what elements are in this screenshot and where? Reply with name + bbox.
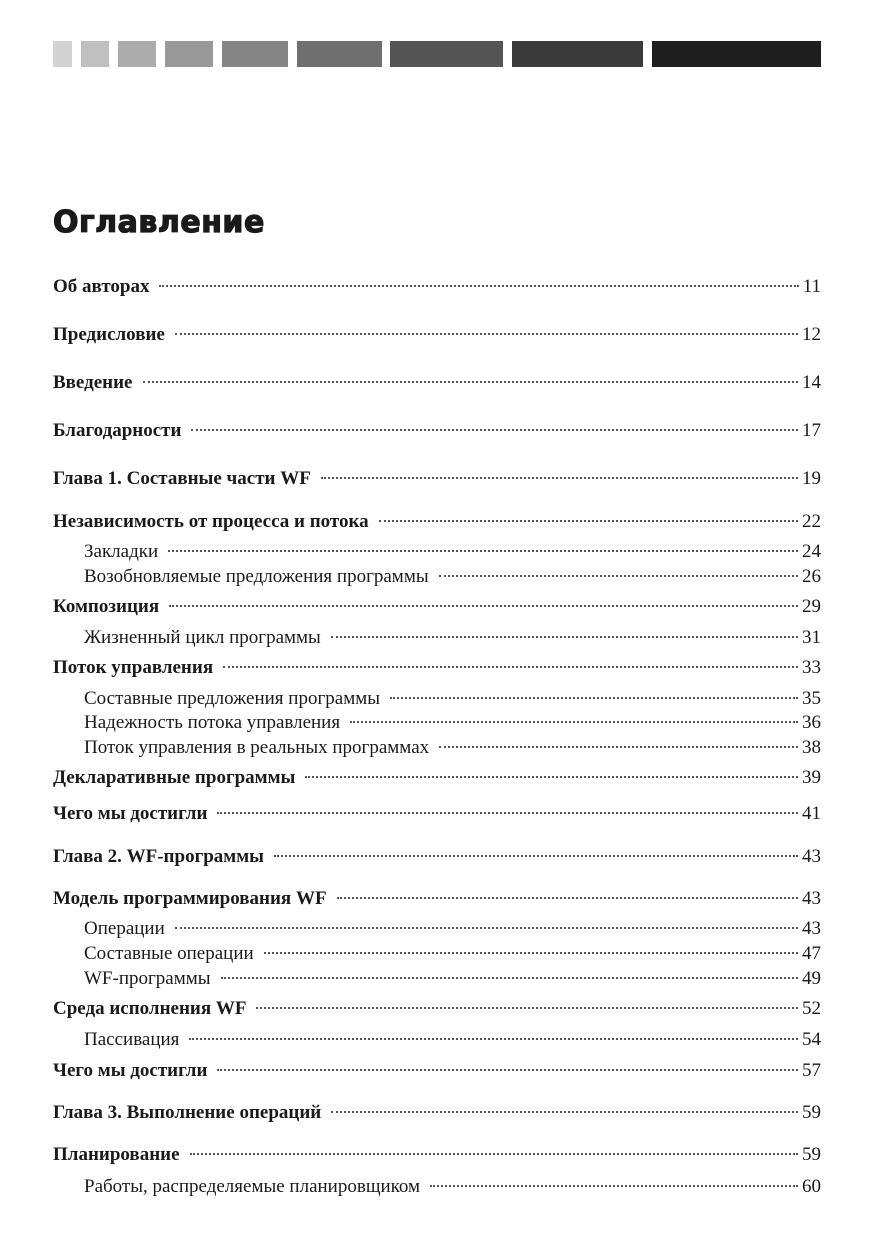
toc-entry[interactable]	[53, 595, 821, 619]
toc-subentry[interactable]	[84, 565, 821, 589]
toc-entry-label: Декларативные программы	[53, 767, 296, 788]
toc-entry-label: Пассивация	[84, 1029, 180, 1050]
toc-subentry[interactable]	[84, 626, 821, 650]
toc-entry-label: Операции	[84, 918, 165, 939]
toc-entry-page: 24	[802, 541, 821, 562]
toc-entry[interactable]	[53, 323, 821, 347]
toc-entry-page: 11	[802, 276, 821, 297]
toc-entry-label: Глава 2. WF-программы	[53, 846, 264, 867]
toc-leader-dots	[337, 897, 798, 899]
toc-leader-dots	[223, 666, 798, 668]
toc-entry[interactable]	[53, 887, 821, 911]
toc-leader-dots	[217, 812, 798, 814]
toc-entry[interactable]	[53, 371, 821, 395]
toc-entry-page: 57	[802, 1060, 821, 1081]
toc-entry-label: Модель программирования WF	[53, 888, 327, 909]
toc-entry-label: Поток управления	[53, 657, 214, 678]
toc-leader-dots	[175, 333, 798, 335]
toc-leader-dots	[175, 927, 798, 929]
page-title: Оглавление	[53, 205, 265, 240]
toc-entry-label: Чего мы достигли	[53, 1060, 208, 1081]
toc-entry-label: Составные операции	[84, 943, 254, 964]
toc-entry-label: Композиция	[53, 596, 160, 617]
toc-entry-page: 54	[802, 1029, 821, 1050]
toc-subentry[interactable]	[84, 1175, 821, 1199]
toc-entry-label: Планирование	[53, 1144, 180, 1165]
toc-subentry[interactable]	[84, 942, 821, 966]
toc-entry-page: 26	[802, 566, 821, 587]
toc-leader-dots	[191, 429, 798, 431]
toc-leader-dots	[331, 1111, 798, 1113]
toc-leader-dots	[159, 285, 798, 287]
toc-entry-label: Жизненный цикл программы	[84, 627, 321, 648]
toc-leader-dots	[390, 697, 798, 699]
toc-entry-page: 43	[802, 918, 821, 939]
toc-entry[interactable]	[53, 275, 821, 299]
toc-entry-page: 52	[802, 998, 821, 1019]
toc-entry[interactable]	[53, 766, 821, 790]
toc-entry-page: 60	[802, 1176, 821, 1197]
toc-entry[interactable]	[53, 467, 821, 491]
toc-entry-page: 39	[802, 767, 821, 788]
toc-entry-page: 38	[802, 737, 821, 758]
toc-leader-dots	[439, 746, 798, 748]
toc-entry-label: Предисловие	[53, 324, 165, 345]
toc-entry-label: Глава 1. Составные части WF	[53, 468, 311, 489]
toc-entry-label: Глава 3. Выполнение операций	[53, 1102, 322, 1123]
toc-entry-page: 35	[802, 688, 821, 709]
toc-entry-label: Закладки	[84, 541, 159, 562]
toc-entry-page: 49	[802, 968, 821, 989]
toc-leader-dots	[168, 550, 798, 552]
toc-entry-label: Чего мы достигли	[53, 803, 208, 824]
toc-leader-dots	[331, 636, 798, 638]
toc-entry-page: 31	[802, 627, 821, 648]
toc-leader-dots	[305, 776, 798, 778]
toc-entry-page: 33	[802, 657, 821, 678]
toc-entry-page: 22	[802, 511, 821, 532]
toc-leader-dots	[274, 855, 798, 857]
toc-leader-dots	[439, 575, 798, 577]
toc-subentry[interactable]	[84, 917, 821, 941]
toc-entry-page: 43	[802, 846, 821, 867]
toc-entry-label: Составные предложения программы	[84, 688, 381, 709]
toc-entry-label: Поток управления в реальных программах	[84, 737, 430, 758]
toc-entry-page: 36	[802, 712, 821, 733]
toc-entry-page: 41	[802, 803, 821, 824]
toc-leader-dots	[264, 952, 798, 954]
toc-leader-dots	[379, 520, 798, 522]
toc-leader-dots	[169, 605, 798, 607]
toc-leader-dots	[430, 1185, 798, 1187]
toc-subentry[interactable]	[84, 736, 821, 760]
toc-entry-label: Среда исполнения WF	[53, 998, 247, 1019]
toc-entry-page: 59	[802, 1144, 821, 1165]
toc-entry-label: Работы, распределяемые планировщиком	[84, 1176, 421, 1197]
toc-entry[interactable]	[53, 419, 821, 443]
toc-entry-page: 47	[802, 943, 821, 964]
toc-entry-page: 29	[802, 596, 821, 617]
toc-entry[interactable]	[53, 997, 821, 1021]
toc-entry[interactable]	[53, 1143, 821, 1167]
toc-entry-label: WF-программы	[84, 968, 211, 989]
toc-entry[interactable]	[53, 656, 821, 680]
toc-subentry[interactable]	[84, 540, 821, 564]
toc-leader-dots	[217, 1069, 798, 1071]
toc-entry[interactable]	[53, 1101, 821, 1125]
toc-entry-page: 59	[802, 1102, 821, 1123]
toc-entry-page: 17	[802, 420, 821, 441]
toc-entry-page: 14	[802, 372, 821, 393]
toc-entry-label: Введение	[53, 372, 133, 393]
toc-leader-dots	[350, 721, 798, 723]
toc-leader-dots	[189, 1038, 798, 1040]
toc-subentry[interactable]	[84, 967, 821, 991]
toc-subentry[interactable]	[84, 687, 821, 711]
toc-leader-dots	[143, 381, 799, 383]
toc-entry-label: Надежность потока управления	[84, 712, 341, 733]
toc-entry-label: Возобновляемые предложения программы	[84, 566, 429, 587]
toc-entry-label: Благодарности	[53, 420, 182, 441]
toc-entry-label: Независимость от процесса и потока	[53, 511, 369, 532]
toc-subentry[interactable]	[84, 1028, 821, 1052]
toc-leader-dots	[190, 1153, 798, 1155]
toc-entry-page: 19	[802, 468, 821, 489]
toc-subentry[interactable]	[84, 711, 821, 735]
toc-leader-dots	[321, 477, 798, 479]
toc-leader-dots	[221, 977, 798, 979]
toc-entry[interactable]	[53, 1059, 821, 1083]
toc-entry[interactable]	[53, 845, 821, 869]
toc-leader-dots	[256, 1007, 798, 1009]
toc-entry[interactable]	[53, 510, 821, 534]
toc-entry-label: Об авторах	[53, 276, 150, 297]
toc-entry[interactable]	[53, 802, 821, 826]
toc-entry-page: 43	[802, 888, 821, 909]
toc-entry-page: 12	[802, 324, 821, 345]
